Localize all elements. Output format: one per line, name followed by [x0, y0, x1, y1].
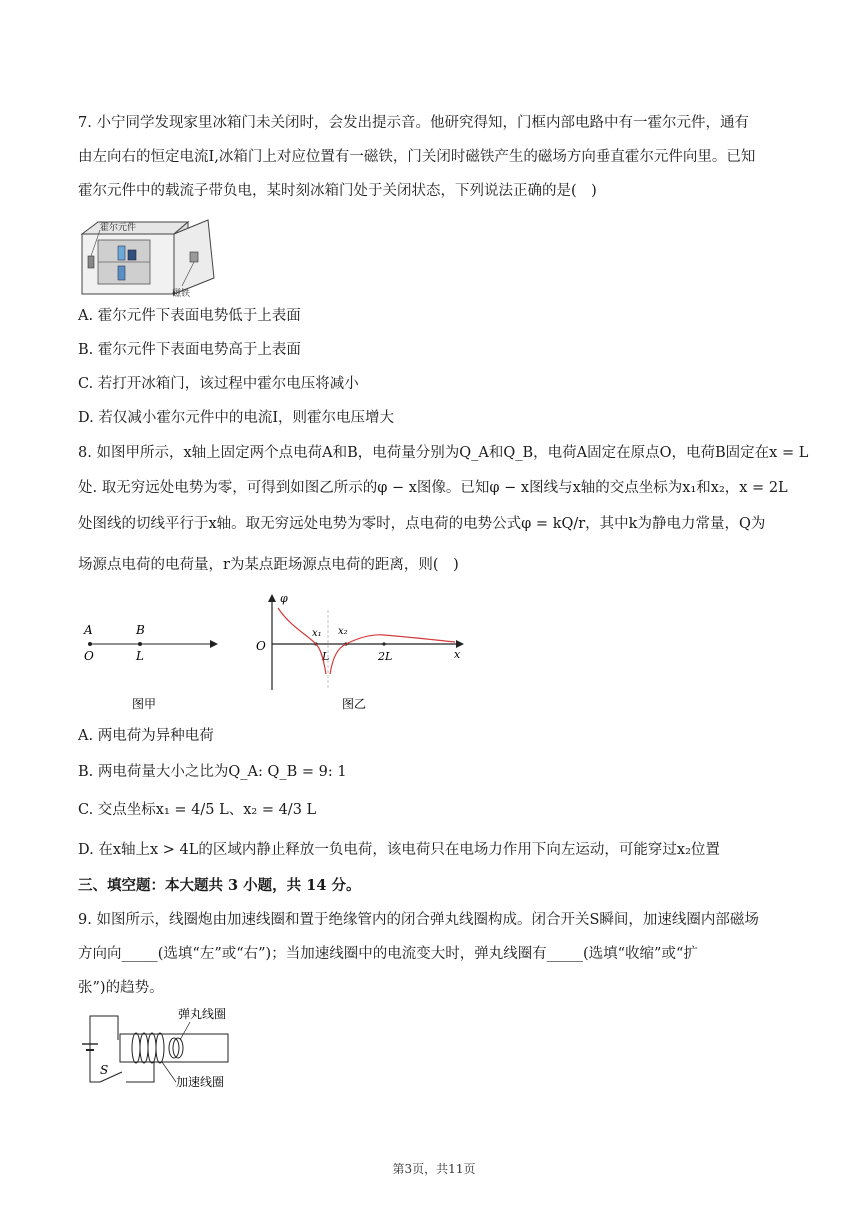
q8-option-c: C. 交点坐标x₁ = 4/5 L、x₂ = 4/3 L	[78, 802, 317, 818]
label-o: O	[84, 649, 94, 663]
coil-gun-figure	[78, 1004, 258, 1096]
x-label: x	[454, 648, 461, 661]
q7-line-3: 霍尔元件中的载流子带负电，某时刻冰箱门处于关闭状态，下列说法正确的是( )	[78, 183, 597, 199]
figure-jia	[78, 620, 228, 715]
label-b: B	[136, 623, 145, 637]
q8-line-2: 处. 取无穷远处电势为零，可得到如图乙所示的φ − x图像。已知φ − x图线与x轴的交点坐标为x₁和x₂，x = 2L	[78, 480, 788, 496]
q7-option-c: C. 若打开冰箱门，该过程中霍尔电压将减小	[78, 376, 359, 392]
q7-option-b: B. 霍尔元件下表面电势高于上表面	[78, 342, 301, 358]
x2-label: x₂	[338, 626, 348, 637]
l-label: L	[322, 650, 330, 663]
phi-curve-right	[330, 635, 455, 674]
q7-line-1: 7. 小宁同学发现家里冰箱门未关闭时，会发出提示音。他研究得知，门框内部电路中有一霍尔元件，通有	[78, 115, 749, 131]
accelerating-coil	[132, 1033, 164, 1063]
fridge-figure	[78, 216, 218, 298]
q9-line-1: 9. 如图所示，线圈炮由加速线圈和置于绝缘管内的闭合弹丸线圈构成。闭合开关S瞬间，加速线圈内部磁场	[78, 912, 759, 928]
label-l: L	[136, 649, 144, 663]
q8-option-b: B. 两电荷量大小之比为Q_A: Q_B = 9: 1	[78, 764, 347, 780]
switch-label: S	[100, 1063, 109, 1077]
q9-line-2: 方向向_____(选填“左”或“右”)；当加速线圈中的电流变大时，弹丸线圈有_____(选填“收缩”或“扩	[78, 946, 698, 962]
figure-jia-caption: 图甲	[132, 697, 157, 711]
origin-label: O	[256, 639, 266, 653]
q7-option-d: D. 若仅减小霍尔元件中的电流I，则霍尔电压增大	[78, 410, 395, 426]
page-footer: 第3页，共11页	[392, 1162, 476, 1176]
label-a: A	[84, 623, 93, 637]
q7-option-a: A. 霍尔元件下表面电势低于上表面	[78, 308, 301, 324]
x1-label: x₁	[312, 628, 322, 639]
q8-line-3: 处图线的切线平行于x轴。取无穷远处电势为零时，点电荷的电势公式φ = kQ/r，其中k为静电力常量，Q为	[78, 516, 766, 532]
hall-element-label: 霍尔元件	[100, 223, 137, 233]
figure-yi-caption: 图乙	[342, 697, 367, 711]
charge-a-dot	[88, 642, 92, 646]
two-l-label: 2L	[378, 650, 393, 663]
q8-option-d: D. 在x轴上x > 4L的区域内静止释放一负电荷，该电荷只在电场力作用下向左运动，可能穿过x₂位置	[78, 842, 720, 858]
charge-b-dot	[138, 642, 142, 646]
q9-line-3: 张”)的趋势。	[78, 980, 164, 996]
q8-option-a: A. 两电荷为异种电荷	[78, 728, 214, 744]
q7-line-2: 由左向右的恒定电流I,冰箱门上对应位置有一磁铁，门关闭时磁铁产生的磁场方向垂直霍尔元件向里。已知	[78, 149, 756, 165]
projectile-coil-label: 弹丸线圈	[178, 1007, 227, 1021]
projectile-coil	[169, 1038, 183, 1058]
section-heading: 三、填空题：本大题共 3 小题，共 14 分。	[78, 877, 361, 894]
phi-label: φ	[280, 592, 288, 605]
q8-line-1: 8. 如图甲所示，x轴上固定两个点电荷A和B，电荷量分别为Q_A和Q_B，电荷A固定在原点O，电荷B固定在x = L	[78, 445, 809, 461]
q8-line-4: 场源点电荷的电荷量，r为某点距场源点电荷的距离，则( )	[78, 557, 459, 573]
accelerating-coil-label: 加速线圈	[176, 1075, 225, 1089]
phi-curve-left	[278, 608, 326, 674]
figure-yi	[250, 590, 475, 715]
magnet-label: 磁铁	[172, 289, 191, 298]
